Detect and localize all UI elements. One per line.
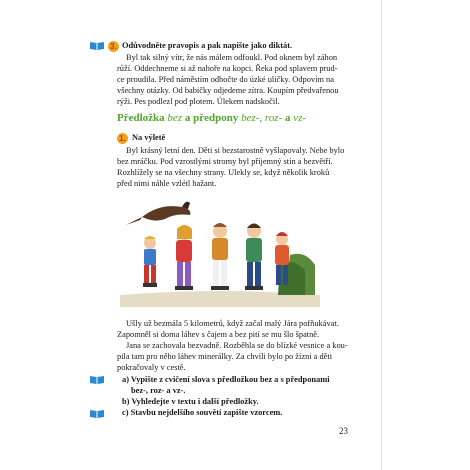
book-icon <box>90 409 104 418</box>
pheasant-bird <box>126 202 190 225</box>
heading-italic: vz- <box>293 112 307 124</box>
heading-text: a předpony <box>182 112 242 124</box>
story-line: před nimi náhle vzlétl bažant. <box>117 179 217 188</box>
story-line: pokračovaly v cestě. <box>117 363 186 372</box>
exercise-text-line: rýži. Pes podlezl pod plotem. Úlekem nadskočil. <box>117 97 280 106</box>
story-line: Jana se zachovala bezvadně. Rozběhla se do blízké vesnice a kou- <box>126 341 348 350</box>
story-line: Rozhlížely se na všechny strany. Ulekly se, když několik kroků <box>117 168 330 177</box>
exercise-number-badge: 1. <box>117 133 128 144</box>
task-text: a s předponami <box>272 375 330 384</box>
heading-italic: bez-, roz- <box>241 112 283 124</box>
book-icon <box>90 41 104 50</box>
exercise-text-line: růží. Oddechneme si až nahoře na kopci. Řeka pod splavem prud- <box>117 64 338 73</box>
exercise-text-line: ce proudila. Před náměstím odbočte do úzké uličky. Odpovím na <box>117 75 334 84</box>
page-edge-divider <box>381 0 382 470</box>
heading-italic: bez <box>167 112 183 124</box>
exercise-text-line: Byl tak silný vítr, že nás málem odfoukl. Pod oknem byl záhon <box>126 53 338 62</box>
task-text: a) Vypište z cvičení slova s předložkou <box>122 375 260 384</box>
story-line: Zapomněl si doma láhev s čajem a bez pití se mu šlo špatně. <box>117 330 320 339</box>
story-line: pila tam pro něho láhev minerálky. Za chvíli bylo po žízni a děti <box>117 352 333 361</box>
exercise-title: Na výletě <box>132 133 166 142</box>
child-figure <box>143 236 157 287</box>
book-icon <box>90 375 104 384</box>
child-figure <box>175 225 193 290</box>
child-figure <box>211 223 229 290</box>
story-line: Ušly už bezmála 5 kilometrů, když začal malý Jára pofňukávat. <box>126 319 339 328</box>
page-number: 23 <box>339 426 348 436</box>
section-heading <box>117 112 306 124</box>
hiking-children-illustration <box>120 195 320 307</box>
task-text: bez <box>259 375 273 384</box>
story-line: bez mráčku. Pod vzrostlými stromy byl příjemný stín a bezvětří. <box>117 157 333 166</box>
exercise-instruction: Odůvodněte pravopis a pak napište jako diktát. <box>122 41 293 50</box>
child-figure <box>245 224 263 291</box>
exercise-number-badge: 3. <box>108 41 119 52</box>
exercise-text-line: všechny otázky. Od babičky odjedeme zítra. Koupím předvařenou <box>117 86 339 95</box>
heading-text: Předložka <box>117 112 168 124</box>
heading-text: a <box>282 112 294 124</box>
task-b: b) Vyhledejte v textu i další předložky. <box>122 397 259 406</box>
task-a-continuation: bez-, roz- a vz-. <box>131 386 186 395</box>
story-line: Byl krásný letní den. Děti si bezstarostně vyšlapovaly. Nebe bylo <box>126 146 345 155</box>
task-c: c) Stavbu nejdelšího souvětí zapište vzorcem. <box>122 408 283 417</box>
